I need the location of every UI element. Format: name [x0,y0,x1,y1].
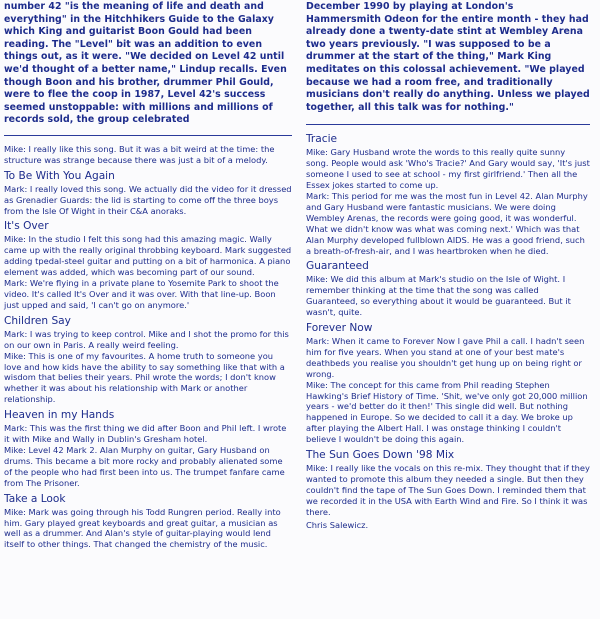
track-title: Tracie [306,133,338,146]
track-title: Children Say [4,314,71,327]
left-column [4,0,292,550]
comment-entry: Mike: The concept for this came from Phil reading Stephen Hawking's Brief History of Time. 'Shit, we've only got 20,000 million years - we'd better do it then!' This single did well. But nothing happened in Europe. So we decided to call it a day. We broke up after playing the Albert Hall. I was onstage thinking I couldn't believe I wouldn't be doing this again. [306,379,588,445]
intro-paragraph: number 42 "is the meaning of life and death and everything" in the Hitchhikers Guide to the Galaxy which King and guitarist Boon Gould had been reading. The "Level" bit was an addition to even things out, as it were. "We decided on Level 42 until we'd thought of a better name," Lindup recalls. Even though Boon and his brother, drummer Phil Gould, were to flee the coop in 1987, Level 42's success seemed unstoppable: with millions and millions of records sold, the group celebrated [4,1,287,126]
comment-entry: Mike: Gary Husband wrote the words to this really quite sunny song. People would ask 'Who's Tracie?' And Gary would say, 'It's just someone I used to see at school - my first girlfriend.' Then all the Essex jokes started to come up. [306,147,590,191]
comment-entry: Mike: Mark was going through his Todd Rungren period. Really into him. Gary played great keyboards and great guitar, a musician as well as a drummer. And Alan's style of guitar-playing would lend itself to other things. That changed the chemistry of the music. [4,506,281,550]
comment-entry: Mike: Level 42 Mark 2. Alan Murphy on guitar, Gary Husband on drums. This became a bit more rocky and probably alienated some of the people who had first been into us. The trumpet fanfare came from The Prisoner. [4,444,285,488]
intro-paragraph: December 1990 by playing at London's Hammersmith Odeon for the entire month - they had already done a twenty-date stint at Wembley Arena two years previously. "I was supposed to be a drummer at the start of the thing," Mark King meditates on this colossal achievement. "We played because we had a room free, and traditionally musicians don't really do anything. Unless we played together, all this talk was for nothing." [306,1,590,113]
track-title: Heaven in my Hands [4,409,115,422]
comment-entry: Mike: This is one of my favourites. A home truth to someone you love and how kids have the ability to say something like that with a wisdom that belies their years. Phil wrote the words; I don't know whether it was about his relationship with Mark or another relationship. [4,350,285,405]
track-section [4,493,292,551]
track-title: It's Over [4,220,49,233]
comment-entry: Mark: We're flying in a private plane to Yosemite Park to shoot the video. It's called It's Over and it was over. With that line-up. Boon just upped and said, 'I can't go on anymore.' [4,278,279,310]
comment-entry: Mike: I really like this song. But it was a bit weird at the time: the structure was strange because there was just a bit of a melody. [4,143,275,165]
comment-entry: Mike: We did this album at Mark's studio on the Isle of Wight. I remember thinking at the time that the song was called Guaranteed, so everything about it would be guaranteed. But it wasn't, quite. [306,274,571,318]
comment-entry: Mark: This was the first thing we did after Boon and Phil left. I wrote it with Mike and Wally in Dublin's Gresham hotel. [4,423,287,445]
track-title: Forever Now [306,322,373,335]
divider-rule [4,135,292,136]
track-section [4,220,292,310]
comment-entry: Mark: I really loved this song. We actually did the video for it dressed as Grenadier Guards: the lid is starting to come off the three boys from the Isle Of Wight in their C&A anoraks. [4,183,292,216]
track-title: To Be With You Again [4,169,115,182]
track-title: Guaranteed [306,260,369,273]
track-title: The Sun Goes Down '98 Mix [306,449,455,462]
comment-entry: Mark: When it came to Forever Now I gave Phil a call. I hadn't seen him for five years. When you stand at one of your best mate's deathbeds you realise you shouldn't get hung up on being right or wrong. [306,336,585,379]
track-section [4,409,292,488]
track-section [306,133,590,256]
author-signature: Chris Salewicz. [306,519,369,530]
comment-entry: Mike: I really like the vocals on this re-mix. They thought that if they wanted to promote this album they needed a single. But then they couldn't find the tape of The Sun Goes Down. I reminded them that we recorded it in the USA with Earth Wind and Fire. So I think it was there. [306,463,590,517]
track-section [4,315,292,405]
comment-entry: Mark: I was trying to keep control. Mike and I shot the promo for this on our own in Paris. A really weird feeling. [4,328,289,350]
comment-entry: Mike: In the studio I felt this song had this amazing magic. Wally came up with the really original throbbing keyboard. Mark suggested adding tpedal-steel guitar and putting on a bit of harmonica. A piano element was added, which was becoming part of our sound. [4,234,292,278]
track-section [306,449,590,518]
right-column [306,0,590,531]
comment-entry: Mark: This period for me was the most fun in Level 42. Alan Murphy and Gary Husband were fantastic musicians. We were doing Wembley Arenas, the records were going good, it was wonderful. What we didn't know was what was coming next.' Which was that Alan Murphy developed fullblown AIDS. He was a good friend, such a breath-of-fresh-air, and I was heartbroken when he died. [306,190,588,256]
track-title: Take a Look [4,492,66,505]
track-section [4,170,292,217]
divider-rule [306,124,590,125]
track-section [306,322,590,445]
track-section [306,260,590,318]
